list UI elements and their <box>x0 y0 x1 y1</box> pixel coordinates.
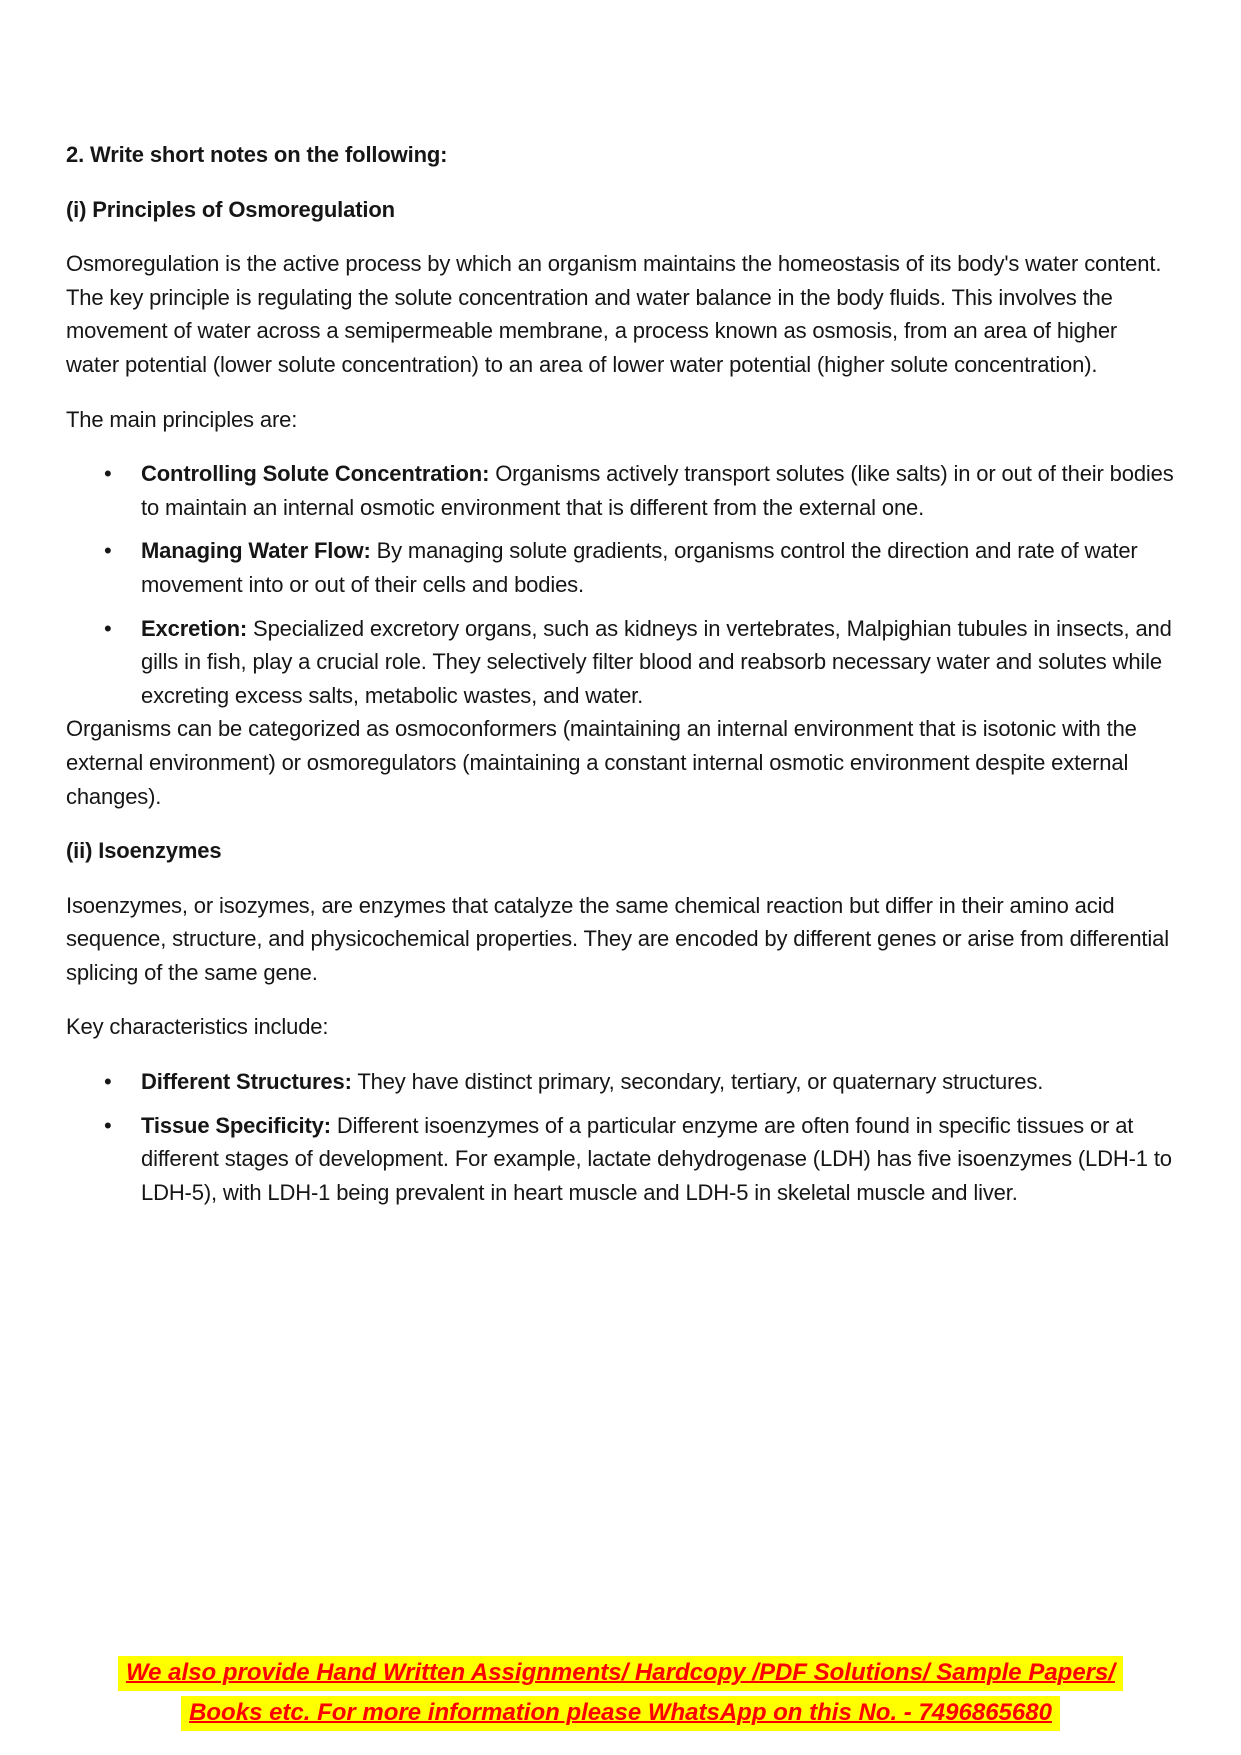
part2-heading: (ii) Isoenzymes <box>66 838 222 864</box>
part1-list-intro: The main principles are: <box>66 406 298 432</box>
part2-bullet-list <box>66 1065 1176 1209</box>
promo-footer-line1 <box>0 1653 1241 1693</box>
part1-heading: (i) Principles of Osmoregulation <box>66 196 395 222</box>
bullet-text: They have distinct primary, secondary, tertiary, or quaternary structures. <box>351 1069 1044 1095</box>
promo-footer <box>0 1653 1241 1733</box>
bullet-term: Tissue Specificity: <box>141 1112 331 1138</box>
highlighted-text: We also provide Hand Written Assignments/ Hardcopy /PDF Solutions/ Sample Papers/ <box>118 1656 1123 1691</box>
part1-outro-paragraph: Organisms can be categorized as osmoconformers (maintaining an internal environment that is isotonic with the external environment) or osmoregulators (maintaining a constant internal osmotic environment despite external changes). <box>66 716 1137 809</box>
bullet-text: By managing solute gradients, organisms control the direction and rate of water movement into or out of their cells and bodies. <box>141 538 1138 597</box>
section-heading: 2. Write short notes on the following: <box>66 142 448 167</box>
list-item <box>66 1109 1176 1210</box>
bullet-term: Controlling Solute Concentration: <box>141 461 490 487</box>
bullet-term: Managing Water Flow: <box>141 538 371 564</box>
highlighted-text: Books etc. For more information please WhatsApp on this No. - 7496865680 <box>181 1696 1060 1731</box>
bullet-text: Different isoenzymes of a particular enzyme are often found in specific tissues or at different stages of development. For example, lactate dehydrogenase (LDH) has five isoenzymes (LDH-1 to LDH-5), with LDH-1 being prevalent in heart muscle and LDH-5 in skeletal muscle and liver. <box>141 1112 1172 1205</box>
part1-bullet-list <box>66 457 1176 712</box>
promo-footer-line2 <box>0 1693 1241 1733</box>
bullet-text: Organisms actively transport solutes (like salts) in or out of their bodies to maintain an internal osmotic environment that is different from the external one. <box>141 461 1174 520</box>
bullet-term: Excretion: <box>141 615 248 641</box>
list-item <box>66 612 1176 713</box>
list-item <box>66 534 1176 601</box>
part1-intro-paragraph: Osmoregulation is the active process by which an organism maintains the homeostasis of its body's water content. The key principle is regulating the solute concentration and water balance in the body fluids. This involves the movement of water across a semipermeable membrane, a process known as osmosis, from an area of higher water potential (lower solute concentration) to an area of lower water potential (higher solute concentration). <box>66 251 1162 377</box>
part2-list-intro: Key characteristics include: <box>66 1014 329 1040</box>
part2-intro-paragraph: Isoenzymes, or isozymes, are enzymes that catalyze the same chemical reaction but differ in their amino acid sequence, structure, and physicochemical properties. They are encoded by different genes or arise from differential splicing of the same gene. <box>66 892 1169 985</box>
list-item <box>66 457 1176 524</box>
bullet-term: Different Structures: <box>141 1069 352 1095</box>
document-content <box>66 138 1176 1209</box>
list-item <box>66 1065 1176 1099</box>
bullet-text: Specialized excretory organs, such as kidneys in vertebrates, Malpighian tubules in insects, and gills in fish, play a crucial role. They selectively filter blood and reabsorb necessary water and solutes while excreting excess salts, metabolic wastes, and water. <box>141 615 1172 708</box>
